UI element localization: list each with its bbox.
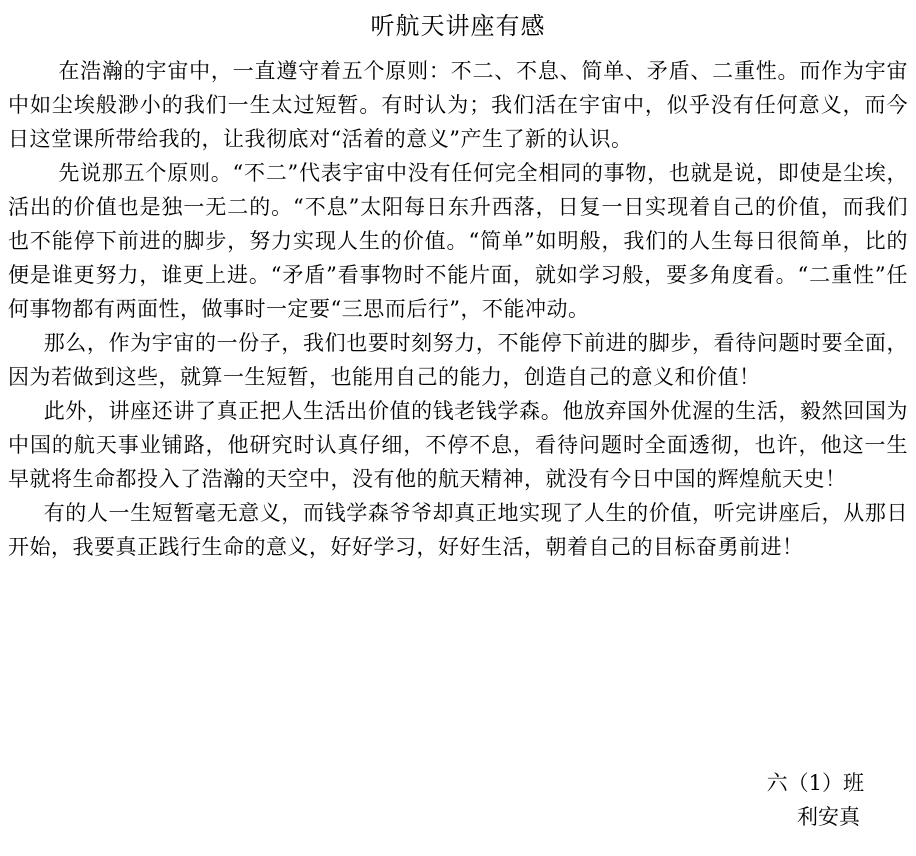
paragraph-4: 此外，讲座还讲了真正把人生活出价值的钱老钱学森。他放弃国外优渥的生活，毅然回国为中国的航天事业铺路，他研究时认真仔细，不停不息，看待问题时全面透彻，也许，他这一生早就将生命都投入了浩瀚的天空中，没有他的航天精神，就没有今日中国的辉煌航天史！ [8, 399, 908, 491]
signature-block [767, 766, 864, 834]
document-body [8, 54, 908, 564]
signature-name: 利安真 [797, 805, 860, 829]
paragraph-1: 在浩瀚的宇宙中，一直遵守着五个原则：不二、不息、简单、矛盾、二重性。而作为宇宙中如尘埃般渺小的我们一生太过短暂。有时认为；我们活在宇宙中，似乎没有任何意义，而今日这堂课所带给我的，让我彻底对“活着的意义”产生了新的认识。 [8, 59, 908, 151]
signature-class: 六（1）班 [766, 771, 864, 795]
paragraph-5: 有的人一生短暂毫无意义，而钱学森爷爷却真正地实现了人生的价值，听完讲座后，从那日开始，我要真正践行生命的意义，好好学习，好好生活，朝着自己的目标奋勇前进！ [8, 501, 908, 559]
document-title: 听航天讲座有感 [370, 12, 546, 40]
paragraph-2: 先说那五个原则。“不二”代表宇宙中没有任何完全相同的事物，也就是说，即使是尘埃，活出的价值也是独一无二的。“不息”太阳每日东升西落，日复一日实现着自己的价值，而我们也不能停下前进的脚步，努力实现人生的价值。“简单”如明般，我们的人生每日很简单，比的便是谁更努力，谁更上进。“矛盾”看事物时不能片面，就如学习般，要多角度看。“二重性”任何事物都有两面性，做事时一定要“三思而后行”，不能冲动。 [8, 161, 908, 321]
paragraph-3: 那么，作为宇宙的一份子，我们也要时刻努力，不能停下前进的脚步，看待问题时要全面，因为若做到这些，就算一生短暂，也能用自己的能力，创造自己的意义和价值！ [8, 331, 908, 389]
